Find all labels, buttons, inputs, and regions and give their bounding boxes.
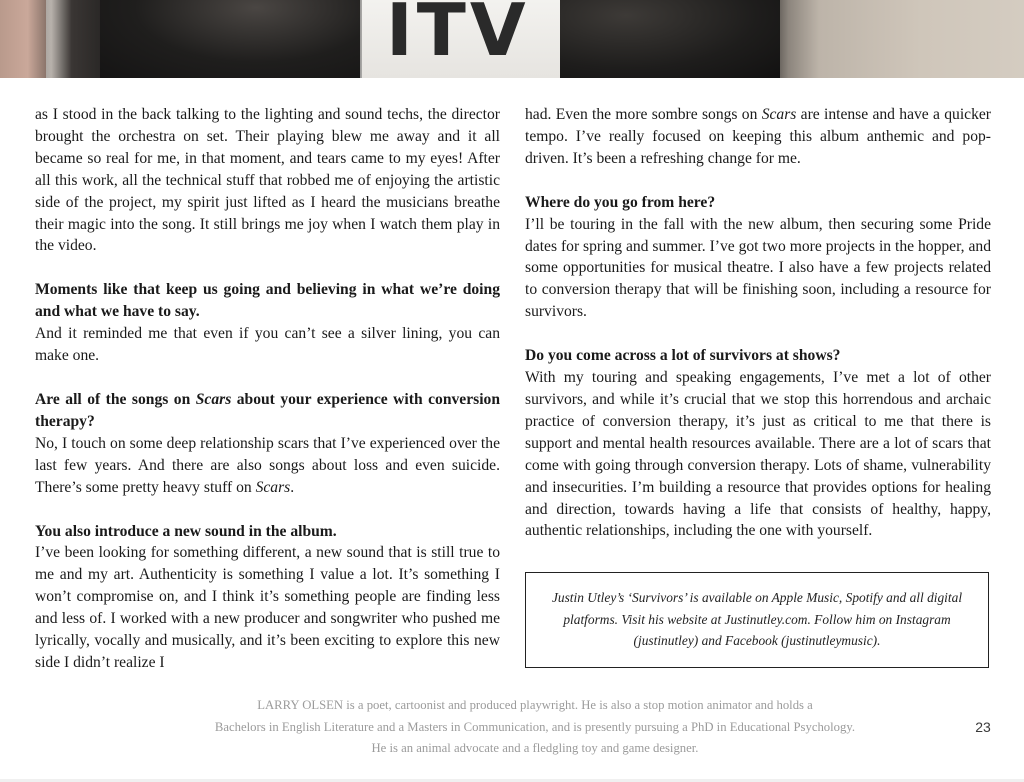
author-bio-line: He is an animal advocate and a fledgling toy and game designer. <box>371 741 699 756</box>
interview-question: Where do you go from here? <box>525 193 716 211</box>
interview-question: Are all of the songs on Scars about your experience with conversion therapy? <box>35 390 500 430</box>
album-title: Scars <box>255 478 291 496</box>
interview-question: Do you come across a lot of survivors at shows? <box>525 347 841 365</box>
header-photo <box>0 0 1024 78</box>
author-bio-line: LARRY OLSEN is a poet, cartoonist and produced playwright. He is also a stop motion animator and holds a <box>257 698 813 712</box>
article-right-column <box>525 104 991 542</box>
paragraph: had. Even the more sombre songs on Scars are intense and have a quicker tempo. I’ve really focused on keeping this album anthemic and pop-driven. It’s been a refreshing change for me. <box>525 106 991 167</box>
promo-box: Justin Utley’s ‘Survivors’ is available on Apple Music, Spotify and all digital platforms. Visit his website at Justinutley.com. Follow him on Instagram (justinutley) and Facebook (justinutleymusic). <box>525 572 989 668</box>
paragraph: as I stood in the back talking to the lighting and sound techs, the director brought the orchestra on set. Their playing blew me away and it all became so real for me, in that moment, and tears came to my eyes! After all this work, all the technical stuff that robbed me of enjoying the artistic side of the project, my spirit just lifted as I heard the musicians breathe their magic into the song. It still brings me joy when I watch them play in the video. <box>35 106 500 255</box>
author-bio <box>120 695 950 760</box>
interview-question: You also introduce a new sound in the album. <box>35 522 337 540</box>
interview-answer: And it reminded me that even if you can’t see a silver lining, you can make one. <box>35 325 500 365</box>
page-number: 23 <box>975 719 991 735</box>
interview-answer: No, I touch on some deep relationship scars that I’ve experienced over the last few years. And there are also songs about loss and even suicide. There’s some pretty heavy stuff on Scars. <box>35 434 500 496</box>
photo-arm <box>0 0 46 78</box>
album-title: Scars <box>195 390 232 408</box>
article-left-column <box>35 104 500 674</box>
photo-jacket-left <box>100 0 360 78</box>
author-bio-line: Bachelors in English Literature and a Masters in Communication, and is presently pursuing a PhD in Educational Psychology. <box>214 719 856 734</box>
album-title: Scars <box>761 106 797 123</box>
photo-shirt-lettering: ITV <box>386 0 530 72</box>
interview-answer: I’ll be touring in the fall with the new album, then securing some Pride dates for spring and summer. I’ve got two more projects in the hopper, and some opportunities for musical theatre. I also have a few projects related to conversion therapy that will be finishing soon, including a resource for survivors. <box>525 215 991 321</box>
interview-answer: I’ve been looking for something different, a new sound that is still true to me and my art. Authenticity is something I value a lot. It’s something I won’t compromise on, and I think it’s something people are finding less and less of. I worked with a new producer and songwriter who pushed me lyrically, vocally and musically, and it’s been exciting to explore this new side I didn’t realize I <box>35 544 500 671</box>
interview-answer: With my touring and speaking engagements, I’ve met a lot of other survivors, and while it’s crucial that we stop this horrendous and archaic practice of conversion therapy, it’s just as critical to me that there is support and mental health resources available. There are a lot of scars that come with going through conversion therapy. Lots of shame, vulnerability and insecurities. I’m building a resource that provides options for healing and direction, towards having a life that consists of healthy, happy, authentic relationships, including the one with yourself. <box>525 369 991 540</box>
photo-jacket-right <box>560 0 780 78</box>
interview-question: Moments like that keep us going and believing in what we’re doing and what we have to say. <box>35 281 500 321</box>
